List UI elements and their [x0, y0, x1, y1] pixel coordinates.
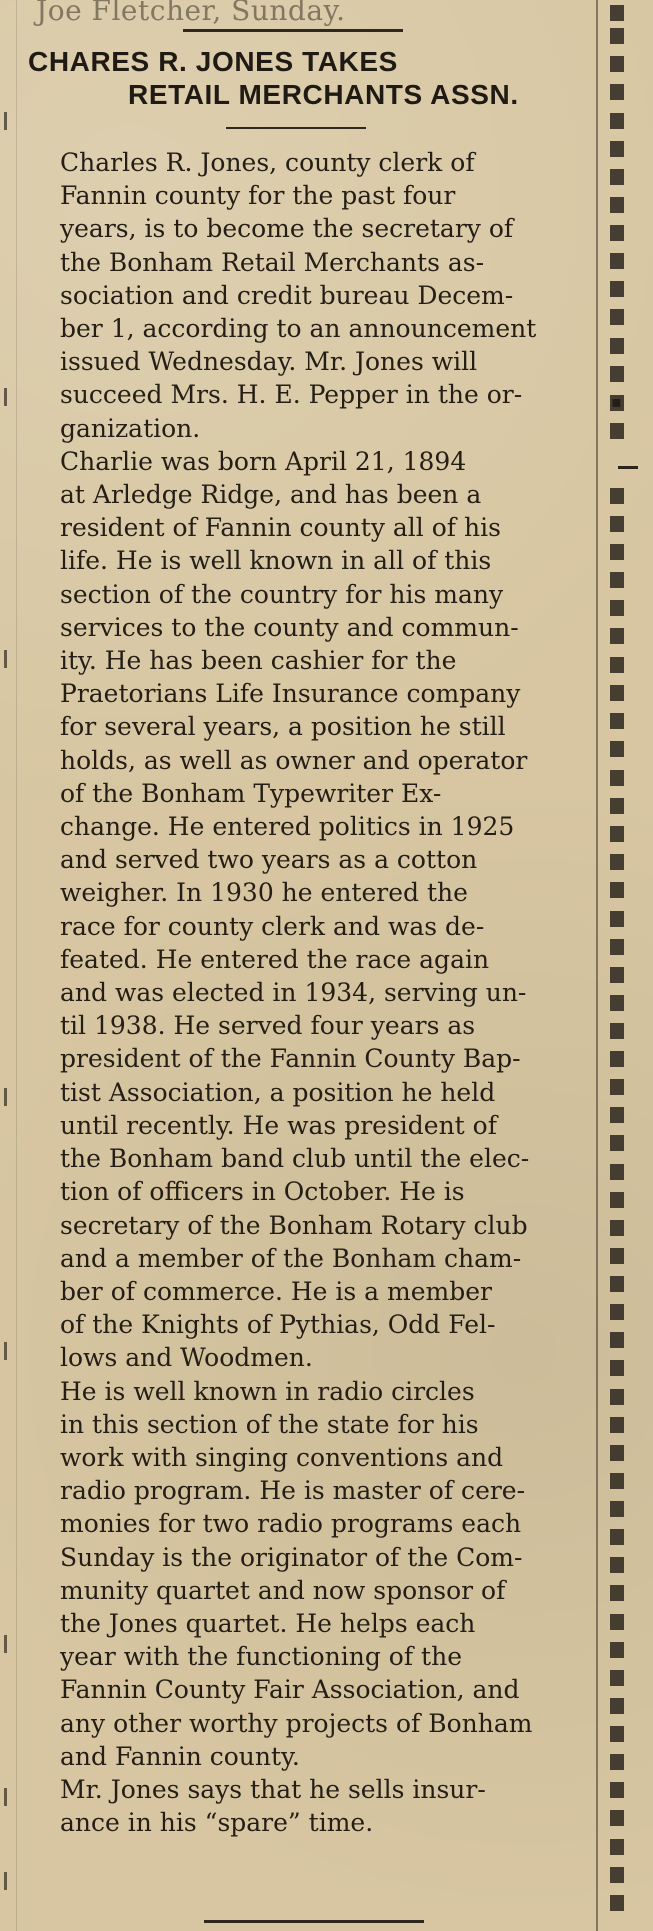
- adjacent-column-mark: [610, 423, 624, 439]
- adjacent-column-mark: [610, 281, 624, 297]
- article-paragraph: [25, 1375, 590, 1773]
- adjacent-column-mark: [610, 1726, 624, 1742]
- adjacent-column-mark: [610, 309, 624, 325]
- adjacent-column-mark: [610, 141, 624, 157]
- article-line: and Fannin county.: [60, 1741, 300, 1771]
- article-line: of the Bonham Typewriter Ex-: [60, 778, 442, 808]
- article-line: holds, as well as owner and operator: [60, 745, 528, 775]
- adjacent-column-mark: [610, 516, 624, 532]
- adjacent-column-mark: [610, 685, 624, 701]
- article-line: and was elected in 1934, serving un-: [60, 978, 527, 1008]
- article-line: ganization.: [60, 413, 201, 443]
- article-line: Fannin county for the past four: [60, 181, 456, 211]
- adjacent-column-mark: [610, 882, 624, 898]
- adjacent-column-mark: [610, 967, 624, 983]
- article-line: succeed Mrs. H. E. Pepper in the or-: [60, 380, 523, 410]
- article-line: work with singing conventions and: [60, 1442, 504, 1472]
- article-line: until recently. He was president of: [60, 1110, 497, 1140]
- adjacent-column-mark: [610, 1248, 624, 1264]
- adjacent-column-mark: [610, 1023, 624, 1039]
- adjacent-column-mark: [610, 1164, 624, 1180]
- article-line: in this section of the state for his: [60, 1409, 479, 1439]
- article-line: change. He entered politics in 1925: [60, 812, 515, 842]
- article-line: resident of Fannin county all of his: [60, 513, 501, 543]
- adjacent-column-mark: [610, 1332, 624, 1348]
- article-line: race for county clerk and was de-: [60, 911, 485, 941]
- top-rule: [183, 29, 403, 32]
- adjacent-column-mark: [610, 911, 624, 927]
- adjacent-column-mark: [610, 197, 624, 213]
- left-edge-mark: [4, 1788, 7, 1806]
- article-line: year with the functioning of the: [60, 1642, 462, 1672]
- adjacent-column-mark: [610, 1839, 624, 1855]
- adjacent-column-mark: [610, 1895, 624, 1911]
- adjacent-column-mark: [610, 1501, 624, 1517]
- adjacent-column-mark: [610, 826, 624, 842]
- adjacent-column-mark: [610, 84, 624, 100]
- article-headline: [28, 45, 593, 111]
- adjacent-column-mark: [610, 1670, 624, 1686]
- adjacent-column-mark: [610, 253, 624, 269]
- article-line: the Bonham Retail Merchants as-: [60, 247, 485, 277]
- article-line: Sunday is the originator of the Com-: [60, 1542, 523, 1572]
- left-column-edge: [0, 0, 17, 1931]
- adjacent-column-mark: [610, 1642, 624, 1658]
- adjacent-column-mark: [610, 1276, 624, 1292]
- adjacent-column-mark: [610, 1107, 624, 1123]
- adjacent-column-mark: [610, 225, 624, 241]
- adjacent-column-mark: [610, 28, 624, 44]
- article-line: ber of commerce. He is a member: [60, 1276, 492, 1306]
- bottom-rule: [204, 1920, 424, 1923]
- article-line: lows and Woodmen.: [60, 1343, 313, 1373]
- article-paragraph: [25, 1773, 590, 1839]
- adjacent-column-mark: [610, 1417, 624, 1433]
- article-line: He is well known in radio circles: [60, 1376, 475, 1406]
- article-line: and a member of the Bonham cham-: [60, 1243, 522, 1273]
- left-edge-mark: [4, 112, 7, 130]
- article-line: Charlie was born April 21, 1894: [60, 446, 467, 476]
- adjacent-column-mark: [610, 1135, 624, 1151]
- article-line: secretary of the Bonham Rotary club: [60, 1210, 528, 1240]
- adjacent-column-mark: [610, 488, 624, 504]
- article-line: Praetorians Life Insurance company: [60, 679, 521, 709]
- headline-line-1: CHARES R. JONES TAKES: [28, 46, 398, 77]
- left-edge-mark: [4, 1342, 7, 1360]
- adjacent-column-mark: [610, 1445, 624, 1461]
- adjacent-column-mark: [610, 1557, 624, 1573]
- article-line: section of the country for his many: [60, 579, 504, 609]
- left-edge-mark: [4, 1872, 7, 1890]
- adjacent-column-mark: [610, 395, 624, 411]
- article-line: for several years, a position he still: [60, 712, 506, 742]
- adjacent-column-mark: [610, 56, 624, 72]
- article-line: and served two years as a cotton: [60, 845, 478, 875]
- article-line: at Arledge Ridge, and has been a: [60, 480, 482, 510]
- adjacent-column-mark: [610, 770, 624, 786]
- adjacent-column-mark: [610, 1614, 624, 1630]
- adjacent-column-mark: [610, 1079, 624, 1095]
- article-line: tist Association, a position he held: [60, 1077, 496, 1107]
- adjacent-column-mark: [610, 741, 624, 757]
- article-line: life. He is well known in all of this: [60, 546, 492, 576]
- article-line: tion of officers in October. He is: [60, 1177, 465, 1207]
- article-line: til 1938. He served four years as: [60, 1011, 476, 1041]
- article-line: years, is to become the secretary of: [60, 214, 514, 244]
- adjacent-column-mark: [610, 1698, 624, 1714]
- article-paragraph: [25, 445, 590, 1375]
- adjacent-column-mark: [610, 798, 624, 814]
- adjacent-column-mark: [610, 854, 624, 870]
- adjacent-column-mark: [610, 1782, 624, 1798]
- adjacent-column-mark: [610, 1529, 624, 1545]
- adjacent-column-mark: [610, 1754, 624, 1770]
- article-line: monies for two radio programs each: [60, 1509, 522, 1539]
- top-clipped-text: Joe Fletcher, Sunday.: [36, 0, 346, 27]
- adjacent-column-mark: [610, 995, 624, 1011]
- article-line: of the Knights of Pythias, Odd Fel-: [60, 1310, 496, 1340]
- adjacent-column-mark: [610, 1389, 624, 1405]
- adjacent-column-mark: [610, 1051, 624, 1067]
- article-line: the Bonham band club until the elec-: [60, 1144, 530, 1174]
- left-edge-mark: [4, 388, 7, 406]
- article-line: radio program. He is master of cere-: [60, 1476, 526, 1506]
- adjacent-column-mark: [610, 169, 624, 185]
- adjacent-column-mark: [610, 1304, 624, 1320]
- adjacent-column-mark: [610, 1867, 624, 1883]
- article-line: president of the Fannin County Bap-: [60, 1044, 521, 1074]
- adjacent-column-mark: [610, 1220, 624, 1236]
- article-line: issued Wednesday. Mr. Jones will: [60, 347, 478, 377]
- article-line: services to the county and commun-: [60, 612, 519, 642]
- adjacent-column-fragment: [604, 0, 653, 1931]
- article-line: Fannin County Fair Association, and: [60, 1675, 520, 1705]
- column-divider: [596, 0, 598, 1931]
- article-line: Mr. Jones says that he sells insur-: [60, 1774, 486, 1804]
- article-line: Charles R. Jones, county clerk of: [60, 148, 475, 177]
- adjacent-column-mark: [610, 628, 624, 644]
- left-edge-mark: [4, 1088, 7, 1106]
- article-line: weigher. In 1930 he entered the: [60, 878, 468, 908]
- article-line: the Jones quartet. He helps each: [60, 1608, 476, 1638]
- headline-line-2: RETAIL MERCHANTS ASSN.: [128, 79, 519, 110]
- adjacent-column-mark: [610, 1810, 624, 1826]
- adjacent-column-mark: [610, 1585, 624, 1601]
- adjacent-column-mark: [610, 572, 624, 588]
- article-line: sociation and credit bureau Decem-: [60, 280, 514, 310]
- article-line: munity quartet and now sponsor of: [60, 1575, 506, 1605]
- article-body: [25, 146, 590, 1839]
- article-line: feated. He entered the race again: [60, 944, 490, 974]
- adjacent-column-mark: [610, 338, 624, 354]
- article-line: ity. He has been cashier for the: [60, 646, 457, 676]
- left-edge-mark: [4, 1635, 7, 1653]
- headline-rule: [226, 127, 366, 129]
- adjacent-column-mark: [610, 600, 624, 616]
- adjacent-column-mark: [610, 366, 624, 382]
- adjacent-column-mark: [610, 113, 624, 129]
- adjacent-column-dash: [618, 466, 638, 469]
- adjacent-column-mark: [610, 657, 624, 673]
- article-line: ance in his “spare” time.: [60, 1808, 374, 1838]
- adjacent-column-mark: [610, 1192, 624, 1208]
- article-line: any other worthy projects of Bonham: [60, 1708, 533, 1738]
- adjacent-column-mark: [610, 544, 624, 560]
- adjacent-column-mark: [610, 1473, 624, 1489]
- adjacent-column-mark: [610, 1360, 624, 1376]
- adjacent-column-mark: [610, 5, 624, 21]
- article-paragraph: [25, 146, 590, 445]
- adjacent-column-mark: [610, 939, 624, 955]
- left-edge-mark: [4, 650, 7, 668]
- adjacent-column-mark: [610, 713, 624, 729]
- article-line: ber 1, according to an announcement: [60, 314, 537, 344]
